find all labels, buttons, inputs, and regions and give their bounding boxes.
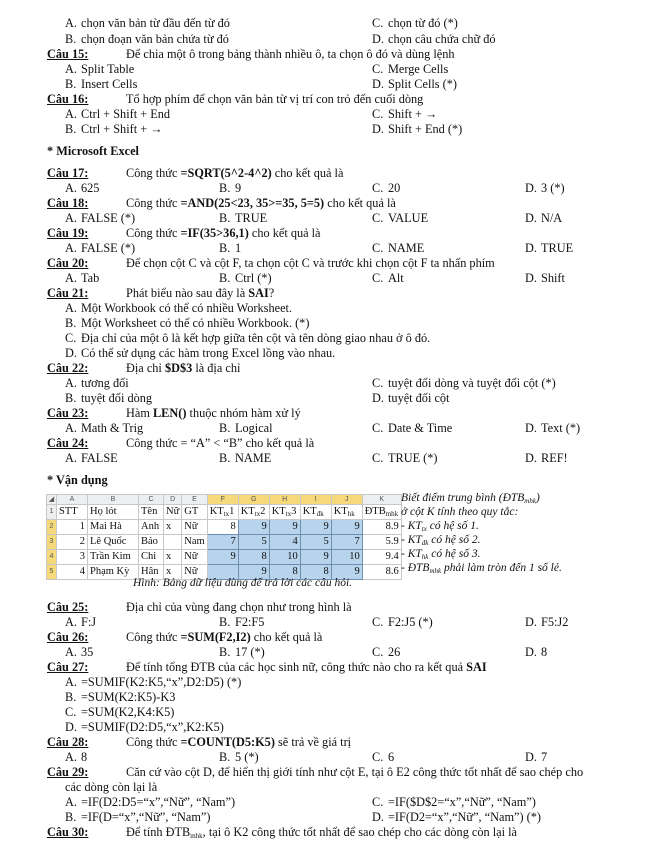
cell-k2[interactable]: 8.9 — [362, 520, 401, 535]
cell-c3[interactable]: Bảo — [139, 535, 164, 550]
q14-row-2 — [0, 31, 650, 47]
q20-options — [0, 270, 650, 286]
question-label: Câu 22: — [47, 361, 89, 375]
table-header-row — [47, 505, 402, 520]
cell-f3[interactable]: 7 — [207, 535, 238, 550]
q22-option-d: D. tuyệt đối cột — [372, 391, 450, 405]
q26-option-b: B. 17 (*) — [219, 645, 265, 659]
question-label: Câu 29: — [47, 765, 89, 779]
cell-c1[interactable]: Tên — [139, 505, 164, 520]
q28-options — [0, 749, 650, 765]
option-text: D. =SUMIF(D2:D5,“x”,K2:K5) — [65, 720, 224, 734]
q26-options — [0, 644, 650, 660]
q23-option-d: D. Text (*) — [525, 421, 581, 435]
cell-f1[interactable]: $KT_{tx}1$ — [207, 505, 238, 520]
q17-option-d: D. 3 (*) — [525, 181, 565, 195]
q21-option-b — [0, 315, 650, 331]
note-line: - $KT_{đk}$ có hệ số 2. — [401, 534, 481, 547]
cell-b3[interactable]: Lê Quốc — [88, 535, 139, 550]
question-text: Công thức =AND(25<23, 35>=35, 5=5) cho kết quả là — [126, 196, 396, 210]
option-text: C. =SUM(K2,K4:K5) — [65, 705, 175, 719]
col-header-h[interactable]: H — [269, 495, 300, 505]
q15-option-d: D. Split Cells (*) — [372, 77, 458, 91]
question-label: Câu 16: — [47, 92, 89, 106]
q28-option-c: C. 6 — [372, 750, 395, 764]
cell-k5[interactable]: 8.6 — [362, 565, 401, 580]
q29-stem — [0, 764, 650, 780]
question-text: Tổ hợp phím để chọn văn bản từ vị trí con trỏ đến cuối dòng — [126, 92, 424, 106]
cell-e3[interactable]: Nam — [182, 535, 207, 550]
q22-row-2 — [0, 390, 650, 406]
cell-c5[interactable]: Hân — [139, 565, 164, 580]
col-header-d[interactable]: D — [164, 495, 182, 505]
row-header-3[interactable]: 3 — [47, 535, 57, 550]
q16-option-c: C. Shift + → — [372, 107, 438, 121]
q14-option-c: C. chọn từ đó (*) — [372, 16, 458, 30]
cell-f2[interactable]: 8 — [207, 520, 238, 535]
col-header-e[interactable]: E — [182, 495, 207, 505]
cell-i5[interactable]: 8 — [300, 565, 331, 580]
question-label: Câu 27: — [47, 660, 89, 674]
q27-option-b — [0, 689, 650, 705]
q26-option-a: A. 35 — [65, 645, 94, 659]
question-label: Câu 17: — [47, 166, 89, 180]
cell-k3[interactable]: 5.9 — [362, 535, 401, 550]
q23-option-b: B. Logical — [219, 421, 273, 435]
q15-option-c: C. Merge Cells — [372, 62, 449, 76]
cell-h5[interactable]: 8 — [269, 565, 300, 580]
spreadsheet-table — [46, 494, 402, 580]
q22-row-1 — [0, 375, 650, 391]
cell-k4[interactable]: 9.4 — [362, 550, 401, 565]
q19-option-d: D. TRUE — [525, 241, 574, 255]
q27-option-c — [0, 704, 650, 720]
note-line: ở cột K tính theo quy tắc: — [401, 506, 519, 518]
row-header-4[interactable]: 4 — [47, 550, 57, 565]
cell-f4[interactable]: 9 — [207, 550, 238, 565]
cell-c2[interactable]: Anh — [139, 520, 164, 535]
note-line: - $KT_{tx}$ có hệ số 1. — [401, 520, 479, 533]
cell-e5[interactable]: Nữ — [182, 565, 207, 580]
question-text: Để tính $ĐTB_{mhk}$, tại ô K2 công thức tốt nhất để sao chép cho các dòng còn lại là — [126, 825, 517, 840]
question-label: Câu 20: — [47, 256, 89, 270]
question-label: Câu 30: — [47, 825, 89, 839]
section-heading: * Vận dụng — [47, 473, 108, 487]
cell-g1[interactable]: $KT_{tx}2$ — [238, 505, 269, 520]
q20-stem — [0, 255, 650, 271]
q20-option-b: B. Ctrl (*) — [219, 271, 272, 285]
q22-option-a: A. tương đối — [65, 376, 129, 390]
section-excel — [0, 143, 650, 159]
col-header-b[interactable]: B — [88, 495, 139, 505]
cell-k1[interactable]: $ĐTB_{mhk}$ — [362, 505, 401, 520]
question-text: Công thức = “A” < “B” cho kết quả là — [126, 436, 315, 450]
q29-row-2 — [0, 809, 650, 825]
q18-option-c: C. VALUE — [372, 211, 429, 225]
q27-stem — [0, 659, 650, 675]
q28-option-b: B. 5 (*) — [219, 750, 259, 764]
question-text: Công thức =IF(35>36,1) cho kết quả là — [126, 226, 321, 240]
q16-row-1 — [0, 106, 650, 122]
select-all-corner[interactable]: ◢ — [47, 495, 57, 505]
cell-d4[interactable]: x — [164, 550, 182, 565]
q14-option-b: B. chọn đoạn văn bản chứa từ đó — [65, 32, 229, 46]
note-line: - $KT_{hk}$ có hệ số 3. — [401, 548, 481, 561]
q20-option-a: A. Tab — [65, 271, 100, 285]
q25-option-a: A. F:J — [65, 615, 97, 629]
q28-stem — [0, 734, 650, 750]
question-text: Căn cứ vào cột D, để hiển thị giới tính như cột E, tại ô E2 công thức tốt nhất để sao chép cho — [126, 765, 584, 779]
q23-stem — [0, 405, 650, 421]
cell-j2[interactable]: 9 — [331, 520, 362, 535]
q26-option-d: D. 8 — [525, 645, 548, 659]
q18-option-b: B. TRUE — [219, 211, 268, 225]
column-header-row — [47, 495, 402, 505]
q20-option-d: D. Shift — [525, 271, 565, 285]
q22-option-b: B. tuyệt đối dòng — [65, 391, 153, 405]
question-label: Câu 15: — [47, 47, 89, 61]
q24-stem — [0, 435, 650, 451]
option-text: B. =SUM(K2:K5)-K3 — [65, 690, 176, 704]
cell-b5[interactable]: Phạm Kỳ — [88, 565, 139, 580]
q18-option-a: A. FALSE (*) — [65, 211, 136, 225]
q21-stem — [0, 285, 650, 301]
question-text: Phát biểu nào sau đây là SAI? — [126, 286, 275, 300]
cell-e1[interactable]: GT — [182, 505, 207, 520]
q19-stem — [0, 225, 650, 241]
q17-stem — [0, 165, 650, 181]
q23-options — [0, 420, 650, 436]
cell-g4[interactable]: 8 — [238, 550, 269, 565]
q29-option-a: A. =IF(D2:D5=“x”,“Nữ”, “Nam”) — [65, 795, 236, 809]
col-header-i[interactable]: I — [300, 495, 331, 505]
cell-j5[interactable]: 9 — [331, 565, 362, 580]
col-header-j[interactable]: J — [331, 495, 362, 505]
question-label: Câu 23: — [47, 406, 89, 420]
q17-options — [0, 180, 650, 196]
question-text: Địa chỉ của vùng đang chọn như trong hình là — [126, 600, 352, 614]
q20-option-c: C. Alt — [372, 271, 404, 285]
note-line: Biết điểm trung bình $(ĐTB_{mhk})$ — [401, 492, 540, 505]
cell-j4[interactable]: 10 — [331, 550, 362, 565]
question-text: Công thức =SQRT(5^2-4^2) cho kết quả là — [126, 166, 344, 180]
option-text: A. =SUMIF(K2:K5,“x”,D2:D5) (*) — [65, 675, 242, 689]
cell-b1[interactable]: Họ lót — [88, 505, 139, 520]
option-text: C. Địa chỉ của một ô là kết hợp giữa tên cột và tên dòng giao nhau ở ô đó. — [65, 331, 431, 345]
note-line: - $ĐTB_{mhk}$ phải làm tròn đến 1 số lẻ. — [401, 562, 562, 575]
q15-row-1 — [0, 61, 650, 77]
q14-option-d: D. chọn câu chứa chữ đó — [372, 32, 496, 46]
q15-option-a: A. Split Table — [65, 62, 135, 76]
cell-a1[interactable]: STT — [57, 505, 88, 520]
cell-i4[interactable]: 9 — [300, 550, 331, 565]
q18-option-d: D. N/A — [525, 211, 563, 225]
question-label: Câu 28: — [47, 735, 89, 749]
q26-stem — [0, 629, 650, 645]
q23-option-a: A. Math & Trig — [65, 421, 144, 435]
q18-stem — [0, 195, 650, 211]
q24-options — [0, 450, 650, 466]
q21-option-a — [0, 300, 650, 316]
col-header-c[interactable]: C — [139, 495, 164, 505]
col-header-f[interactable]: F — [207, 495, 238, 505]
q25-stem — [0, 599, 650, 615]
q29-option-c: C. =IF($D$2=“x”,“Nữ”, “Nam”) — [372, 795, 536, 809]
question-text: Công thức =SUM(F2,I2) cho kết quả là — [126, 630, 323, 644]
q14-option-a: A. chọn văn bản từ đầu đến từ đó — [65, 16, 230, 30]
q17-option-a: A. 625 — [65, 181, 100, 195]
question-label: Câu 26: — [47, 630, 89, 644]
question-text: Địa chỉ $D$3 là địa chỉ — [126, 361, 241, 375]
cell-b4[interactable]: Trần Kim — [88, 550, 139, 565]
cell-h1[interactable]: $KT_{tx}3$ — [269, 505, 300, 520]
q25-options — [0, 614, 650, 630]
cell-a5[interactable]: 4 — [57, 565, 88, 580]
cell-d1[interactable]: Nữ — [164, 505, 182, 520]
q24-option-a: A. FALSE — [65, 451, 118, 465]
question-text: Hàm LEN() thuộc nhóm hàm xử lý — [126, 406, 301, 420]
q29-option-b: B. =IF(D=“x”,“Nữ”, “Nam”) — [65, 810, 211, 824]
q14-row-1 — [0, 15, 650, 31]
option-text: B. Một Worksheet có thể có nhiều Workbook. (*) — [65, 316, 310, 330]
cell-j1[interactable]: $KT_{hk}$ — [331, 505, 362, 520]
cell-e2[interactable]: Nữ — [182, 520, 207, 535]
question-label: Câu 19: — [47, 226, 89, 240]
cell-h2[interactable]: 9 — [269, 520, 300, 535]
question-text: Để chọn cột C và cột F, ta chọn cột C và trước khi chọn cột F ta nhấn phím — [126, 256, 495, 270]
table-row — [47, 535, 402, 550]
q16-stem — [0, 91, 650, 107]
q17-option-b: B. 9 — [219, 181, 242, 195]
scoring-note — [401, 491, 562, 575]
option-text: D. Có thể sử dụng các hàm trong Excel lồng vào nhau. — [65, 346, 336, 360]
cell-j3[interactable]: 7 — [331, 535, 362, 550]
q15-row-2 — [0, 76, 650, 92]
q16-option-b: B. Ctrl + Shift + → — [65, 122, 163, 136]
q30-stem — [0, 824, 650, 840]
cell-d2[interactable]: x — [164, 520, 182, 535]
q21-option-c — [0, 330, 650, 346]
cell-g5[interactable]: 9 — [238, 565, 269, 580]
question-label: Câu 21: — [47, 286, 89, 300]
figure-caption: Hình: Bảng dữ liệu dùng để trả lời các câu hỏi. — [133, 577, 353, 589]
cell-g2[interactable]: 9 — [238, 520, 269, 535]
cell-i1[interactable]: $KT_{đk}$ — [300, 505, 331, 520]
cell-d3[interactable] — [164, 535, 182, 550]
row-header-1[interactable]: 1 — [47, 505, 57, 520]
q19-options — [0, 240, 650, 256]
question-text-continued: các dòng còn lại là — [65, 780, 158, 794]
cell-h3[interactable]: 4 — [269, 535, 300, 550]
q15-option-b: B. Insert Cells — [65, 77, 138, 91]
table-row — [47, 520, 402, 535]
q21-option-d — [0, 345, 650, 361]
q24-option-c: C. TRUE (*) — [372, 451, 438, 465]
option-text: A. Một Workbook có thể có nhiều Worksheet. — [65, 301, 293, 315]
cell-a4[interactable]: 3 — [57, 550, 88, 565]
q24-option-d: D. REF! — [525, 451, 568, 465]
cell-a2[interactable]: 1 — [57, 520, 88, 535]
q17-option-c: C. 20 — [372, 181, 401, 195]
q19-option-a: A. FALSE (*) — [65, 241, 136, 255]
cell-h4[interactable]: 10 — [269, 550, 300, 565]
cell-e4[interactable]: Nữ — [182, 550, 207, 565]
q28-option-d: D. 7 — [525, 750, 548, 764]
q28-option-a: A. 8 — [65, 750, 88, 764]
q27-option-d — [0, 719, 650, 735]
table-row — [47, 550, 402, 565]
row-header-5[interactable]: 5 — [47, 565, 57, 580]
q27-option-a — [0, 674, 650, 690]
cell-i3[interactable]: 5 — [300, 535, 331, 550]
q29-row-1 — [0, 794, 650, 810]
question-label: Câu 25: — [47, 600, 89, 614]
col-header-g[interactable]: G — [238, 495, 269, 505]
section-heading: * Microsoft Excel — [47, 144, 139, 158]
q16-option-a: A. Ctrl + Shift + End — [65, 107, 171, 121]
q15-stem — [0, 46, 650, 62]
q25-option-d: D. F5:J2 — [525, 615, 569, 629]
question-text: Để chia một ô trong bảng thành nhiều ô, ta chọn ô đó và dùng lệnh — [126, 47, 455, 61]
question-text: Công thức =COUNT(D5:K5) sẽ trả về giá trị — [126, 735, 352, 749]
cell-i2[interactable]: 9 — [300, 520, 331, 535]
cell-c4[interactable]: Chi — [139, 550, 164, 565]
q24-option-b: B. NAME — [219, 451, 272, 465]
cell-b2[interactable]: Mai Hà — [88, 520, 139, 535]
q23-option-c: C. Date & Time — [372, 421, 453, 435]
q19-option-b: B. 1 — [219, 241, 242, 255]
cell-d5[interactable]: x — [164, 565, 182, 580]
section-apply — [0, 472, 650, 488]
q22-stem — [0, 360, 650, 376]
cell-a3[interactable]: 2 — [57, 535, 88, 550]
q16-row-2 — [0, 121, 650, 137]
question-text: Để tính tổng ĐTB của các học sinh nữ, công thức nào cho ra kết quả SAI — [126, 660, 487, 674]
q29-stem-cont — [0, 779, 650, 795]
q18-options — [0, 210, 650, 226]
col-header-k[interactable]: K — [362, 495, 401, 505]
q26-option-c: C. 26 — [372, 645, 401, 659]
q29-option-d: D. =IF(D2=“x”,“Nữ”, “Nam”) (*) — [372, 810, 542, 824]
cell-g3[interactable]: 5 — [238, 535, 269, 550]
q16-option-d: D. Shift + End (*) — [372, 122, 463, 136]
q22-option-c: C. tuyệt đối dòng và tuyệt đối cột (*) — [372, 376, 556, 390]
col-header-a[interactable]: A — [57, 495, 88, 505]
q19-option-c: C. NAME — [372, 241, 425, 255]
row-header-2[interactable]: 2 — [47, 520, 57, 535]
question-label: Câu 24: — [47, 436, 89, 450]
q25-option-b: B. F2:F5 — [219, 615, 265, 629]
question-label: Câu 18: — [47, 196, 89, 210]
q25-option-c: C. F2:J5 (*) — [372, 615, 433, 629]
